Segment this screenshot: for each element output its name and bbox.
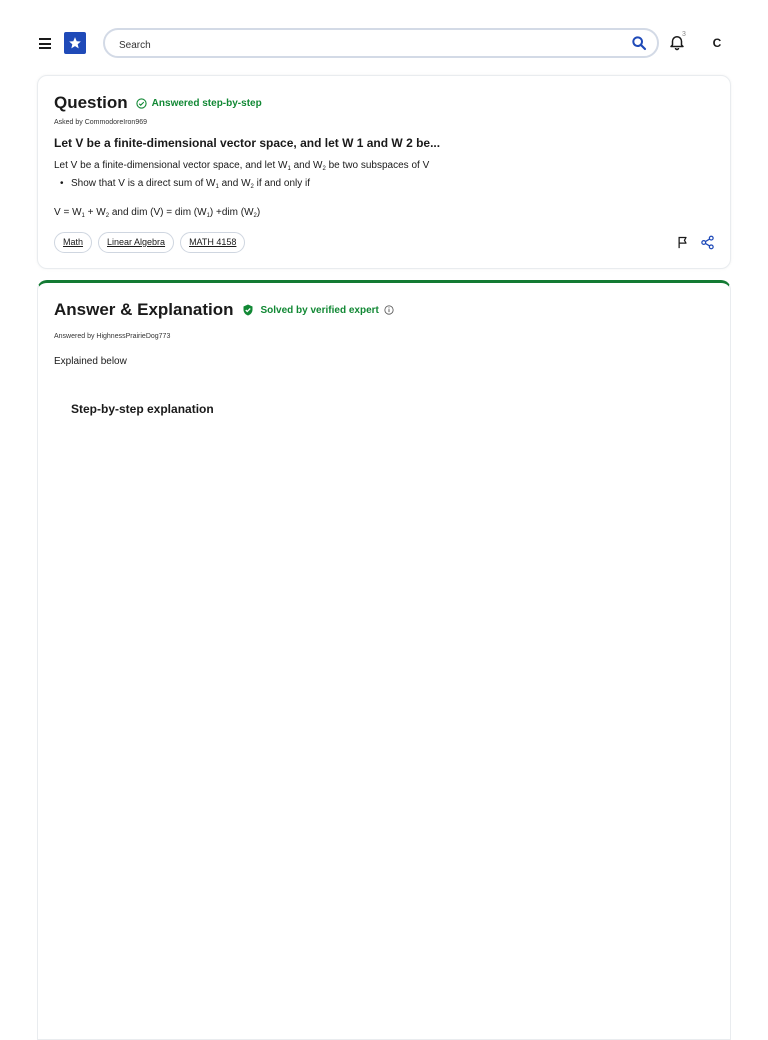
asked-by: Asked by CommodoreIron969 <box>54 119 147 126</box>
search-input[interactable] <box>117 35 621 55</box>
share-icon[interactable] <box>700 235 716 251</box>
question-equation: $V = W_1 + W_2$ and dim (V) = dim $(W_1) +dim$ $(W_2)$ <box>54 207 261 219</box>
shield-check-icon <box>242 304 254 316</box>
tag-linear-algebra[interactable]: Linear Algebra <box>98 232 174 253</box>
check-circle-icon <box>136 98 147 109</box>
tag-math-4158[interactable]: MATH 4158 <box>180 232 245 253</box>
answer-header <box>54 300 400 320</box>
question-body: Let V be a finite-dimensional vector space, and let $W_1$ and $W_2$ be two subspaces of V <box>54 160 430 172</box>
tag-list <box>54 232 251 253</box>
search-icon[interactable] <box>631 35 649 53</box>
verified-label: Solved by verified expert <box>260 304 379 316</box>
notification-count: 3 <box>682 31 686 38</box>
top-bar <box>0 0 768 86</box>
tag-math[interactable]: Math <box>54 232 92 253</box>
question-title: Question <box>54 93 128 112</box>
answer-card <box>37 280 731 1040</box>
verified-badge <box>242 304 399 316</box>
question-bullet: • Show that V is a direct sum of $W_1$ and $W_2$ if and only if <box>71 178 310 190</box>
question-header <box>54 93 262 113</box>
search-bar <box>103 28 659 58</box>
answered-badge <box>136 98 262 109</box>
answered-label: Answered step-by-step <box>151 97 262 109</box>
info-icon[interactable] <box>384 305 394 315</box>
answer-summary: Explained below <box>54 356 127 367</box>
menu-icon[interactable] <box>39 38 51 49</box>
question-card <box>37 75 731 269</box>
answer-title: Answer & Explanation <box>54 300 234 319</box>
answered-by: Answered by HighnessPrairieDog773 <box>54 333 171 340</box>
avatar[interactable]: C <box>712 36 722 50</box>
step-heading: Step-by-step explanation <box>71 402 214 416</box>
flag-icon[interactable] <box>676 235 692 251</box>
logo-icon[interactable] <box>64 32 86 54</box>
question-headline: Let V be a finite-dimensional vector space, and let W 1 and W 2 be... <box>54 136 441 150</box>
